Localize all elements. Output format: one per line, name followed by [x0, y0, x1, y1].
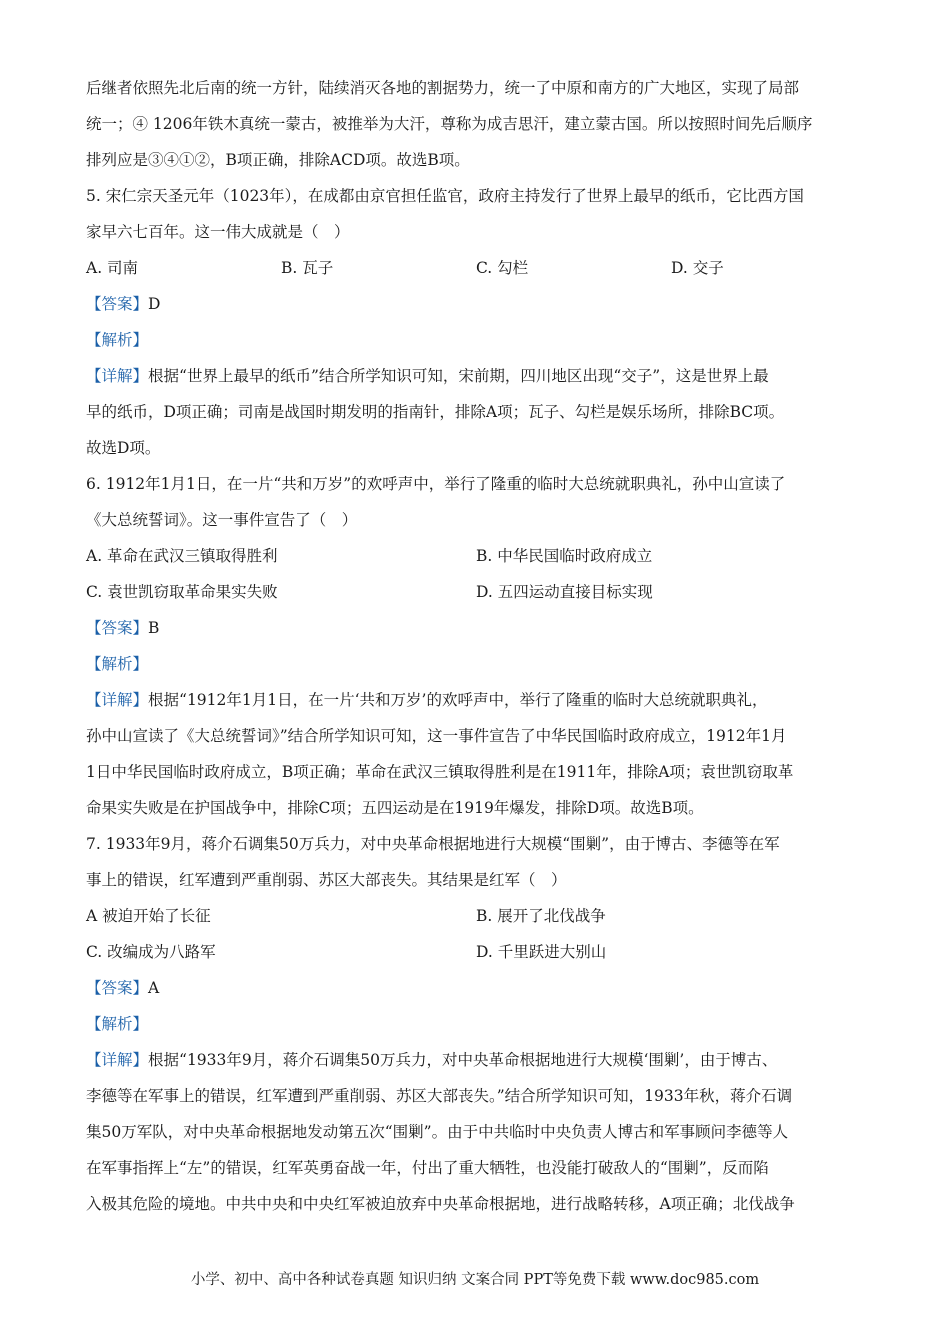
detail-line: 1日中华民国临时政府成立，B项正确；革命在武汉三镇取得胜利是在1911年，排除A项；袁世凯窃取革	[86, 763, 794, 781]
answer-tag: 【答案】	[86, 979, 149, 997]
detail-line: 孙中山宣读了《大总统誓词》”结合所学知识可知，这一事件宣告了中华民国临时政府成立，1912年1月	[86, 727, 787, 745]
question-5	[86, 178, 866, 466]
detail-line: 入极其危险的境地。中共中央和中央红军被迫放弃中央革命根据地，进行战略转移，A项正确；北伐战争	[86, 1195, 795, 1213]
option-b: B. 中华民国临时政府成立	[476, 547, 653, 565]
option-a: A. 司南	[86, 259, 139, 277]
options-row	[86, 538, 866, 574]
answer-tag: 【答案】	[86, 295, 149, 313]
option-c: C. 勾栏	[476, 259, 529, 277]
detail-line: 命果实失败是在护国战争中，排除C项；五四运动是在1919年爆发，排除D项。故选B项。	[86, 799, 704, 817]
question-stem: 6. 1912年1月1日，在一片“共和万岁”的欢呼声中，举行了隆重的临时大总统就职典礼，孙中山宣读了	[86, 475, 786, 493]
question-stem: 7. 1933年9月，蒋介石调集50万兵力，对中央革命根据地进行大规模“围剿”，由于博古、李德等在军	[86, 835, 780, 853]
question-stem: 5. 宋仁宗天圣元年（1023年），在成都由京官担任监官，政府主持发行了世界上最早的纸币，它比西方国	[86, 187, 804, 205]
answer-line	[86, 610, 866, 646]
answer-value: D	[148, 295, 161, 313]
detail-line: 集50万军队，对中央革命根据地发动第五次“围剿”。由于中共临时中央负责人博古和军事顾问李德等人	[86, 1123, 789, 1141]
option-b: B. 瓦子	[281, 259, 334, 277]
analysis-tag: 【解析】	[86, 331, 149, 349]
option-d: D. 五四运动直接目标实现	[476, 583, 653, 601]
detail-line	[86, 1042, 866, 1078]
detail-line: 在军事指挥上“左”的错误，红军英勇奋战一年，付出了重大牺牲，也没能打破敌人的“围剿”，反而陷	[86, 1159, 769, 1177]
detail-text: 根据“1912年1月1日，在一片‘共和万岁’的欢呼声中，举行了隆重的临时大总统就职典礼，	[148, 691, 768, 709]
options-row	[86, 574, 866, 610]
document-page	[86, 70, 866, 1222]
question-stem: 《大总统誓词》。这一事件宣告了（ ）	[86, 511, 358, 529]
option-c: C. 袁世凯窃取革命果实失败	[86, 583, 278, 601]
detail-text: 根据“世界上最早的纸币”结合所学知识可知，宋前期，四川地区出现“交子”，这是世界上最	[148, 367, 769, 385]
detail-line: 李德等在军事上的错误，红军遭到严重削弱、苏区大部丧失。”结合所学知识可知，1933年秋，蒋介石调	[86, 1087, 793, 1105]
text-line: 排列应是③④①②，B项正确，排除ACD项。故选B项。	[86, 151, 470, 169]
page-footer: 小学、初中、高中各种试卷真题 知识归纳 文案合同 PPT等免费下载 www.doc985.com	[190, 1272, 760, 1288]
option-a: A. 革命在武汉三镇取得胜利	[86, 547, 278, 565]
detail-text: 根据“1933年9月，蒋介石调集50万兵力，对中央革命根据地进行大规模‘围剿’，由于博古、	[148, 1051, 778, 1069]
analysis-tag: 【解析】	[86, 1015, 149, 1033]
text-line: 后继者依照先北后南的统一方针，陆续消灭各地的割据势力，统一了中原和南方的广大地区，实现了局部	[86, 79, 800, 97]
option-b: B. 展开了北伐战争	[476, 907, 606, 925]
option-c: C. 改编成为八路军	[86, 943, 216, 961]
detail-line: 早的纸币，D项正确；司南是战国时期发明的指南针，排除A项；瓦子、勾栏是娱乐场所，排除BC项。	[86, 403, 785, 421]
answer-value: B	[148, 619, 160, 637]
options-row	[86, 250, 866, 286]
answer-tag: 【答案】	[86, 619, 149, 637]
analysis-tag: 【解析】	[86, 655, 149, 673]
text-line: 统一；④ 1206年铁木真统一蒙古，被推举为大汗，尊称为成吉思汗，建立蒙古国。所以按照时间先后顺序	[86, 115, 813, 133]
question-stem: 家早六七百年。这一伟大成就是（ ）	[86, 223, 350, 241]
options-row	[86, 898, 866, 934]
question-7	[86, 826, 866, 1222]
question-6	[86, 466, 866, 826]
analysis-line	[86, 646, 866, 682]
detail-tag: 【详解】	[86, 691, 149, 709]
analysis-line	[86, 1006, 866, 1042]
answer-value: A	[148, 979, 160, 997]
answer-line	[86, 970, 866, 1006]
detail-line: 故选D项。	[86, 439, 161, 457]
option-a: A 被迫开始了长征	[86, 907, 211, 925]
options-row	[86, 934, 866, 970]
answer-line	[86, 286, 866, 322]
detail-line	[86, 358, 866, 394]
option-d: D. 交子	[671, 259, 724, 277]
question-stem: 事上的错误，红军遭到严重削弱、苏区大部丧失。其结果是红军（ ）	[86, 871, 567, 889]
option-d: D. 千里跃进大别山	[476, 943, 607, 961]
detail-tag: 【详解】	[86, 367, 149, 385]
analysis-line	[86, 322, 866, 358]
detail-tag: 【详解】	[86, 1051, 149, 1069]
detail-line	[86, 682, 866, 718]
